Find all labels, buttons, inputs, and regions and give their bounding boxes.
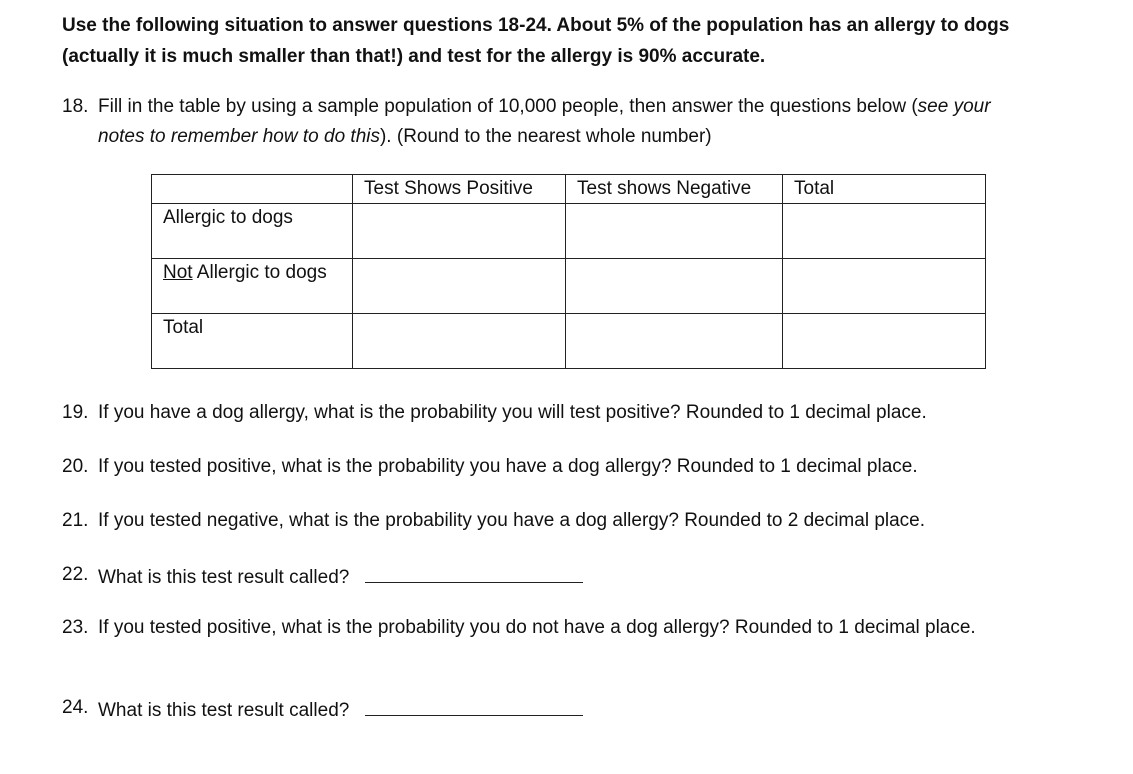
question-text: If you tested positive, what is the probability you do not have a dog allergy? Rounded to 1 decimal place. bbox=[98, 617, 976, 638]
question-number: 19. bbox=[62, 402, 89, 423]
header-cell-total: Total bbox=[783, 175, 986, 204]
table-row bbox=[152, 314, 986, 369]
cell-total-total[interactable] bbox=[783, 314, 986, 369]
question-number: 24. bbox=[62, 697, 89, 718]
table-header-row bbox=[152, 175, 986, 204]
cell-allergic-positive[interactable] bbox=[353, 204, 566, 259]
question-number: 23. bbox=[62, 617, 89, 638]
question-22 bbox=[62, 560, 1062, 593]
cell-not-allergic-positive[interactable] bbox=[353, 259, 566, 314]
header-cell-negative: Test shows Negative bbox=[566, 175, 783, 204]
question-19 bbox=[62, 398, 1062, 428]
row-label-rest: Allergic to dogs bbox=[192, 262, 327, 283]
question-body bbox=[62, 560, 1062, 593]
question-18 bbox=[62, 92, 1022, 152]
cell-not-allergic-negative[interactable] bbox=[566, 259, 783, 314]
question-number: 22. bbox=[62, 564, 89, 585]
question-number: 21. bbox=[62, 510, 89, 531]
question-number: 20. bbox=[62, 456, 89, 477]
cell-allergic-negative[interactable] bbox=[566, 204, 783, 259]
header-cell-positive: Test Shows Positive bbox=[353, 175, 566, 204]
question-text: If you tested negative, what is the probability you have a dog allergy? Rounded to 2 decimal place. bbox=[98, 510, 926, 531]
row-label-not-allergic bbox=[152, 259, 353, 314]
question-20 bbox=[62, 452, 1062, 482]
question-text bbox=[62, 92, 1022, 152]
cell-allergic-total[interactable] bbox=[783, 204, 986, 259]
intro-paragraph: Use the following situation to answer questions 18-24. About 5% of the population has an allergy to dogs (actually it is much smaller than that!) and test for the allergy is 90% accurate. bbox=[62, 15, 1010, 67]
question-24 bbox=[62, 693, 1062, 726]
cell-total-positive[interactable] bbox=[353, 314, 566, 369]
two-way-table bbox=[151, 174, 986, 369]
question-text-part: Fill in the table by using a sample population of 10,000 people, then answer the questions below ( bbox=[98, 96, 918, 117]
question-text: What is this test result called? bbox=[98, 567, 350, 588]
cell-not-allergic-total[interactable] bbox=[783, 259, 986, 314]
question-21 bbox=[62, 506, 1062, 536]
question-text: If you have a dog allergy, what is the probability you will test positive? Rounded to 1 decimal place. bbox=[98, 402, 927, 423]
row-label-total: Total bbox=[152, 314, 353, 369]
answer-blank[interactable] bbox=[365, 693, 583, 716]
question-text-italic: see your notes to remember how to do this bbox=[98, 96, 991, 147]
cell-total-negative[interactable] bbox=[566, 314, 783, 369]
header-cell-empty bbox=[152, 175, 353, 204]
table-row bbox=[152, 259, 986, 314]
question-body bbox=[62, 693, 1062, 726]
question-text: What is this test result called? bbox=[98, 700, 350, 721]
question-number: 18. bbox=[62, 96, 89, 117]
underlined-word: Not bbox=[163, 262, 193, 283]
row-label-allergic: Allergic to dogs bbox=[152, 204, 353, 259]
question-text-part: ). (Round to the nearest whole number) bbox=[379, 126, 712, 147]
question-23 bbox=[62, 614, 1002, 641]
table-row bbox=[152, 204, 986, 259]
question-text: If you tested positive, what is the probability you have a dog allergy? Rounded to 1 decimal place. bbox=[98, 456, 918, 477]
answer-blank[interactable] bbox=[365, 560, 583, 583]
